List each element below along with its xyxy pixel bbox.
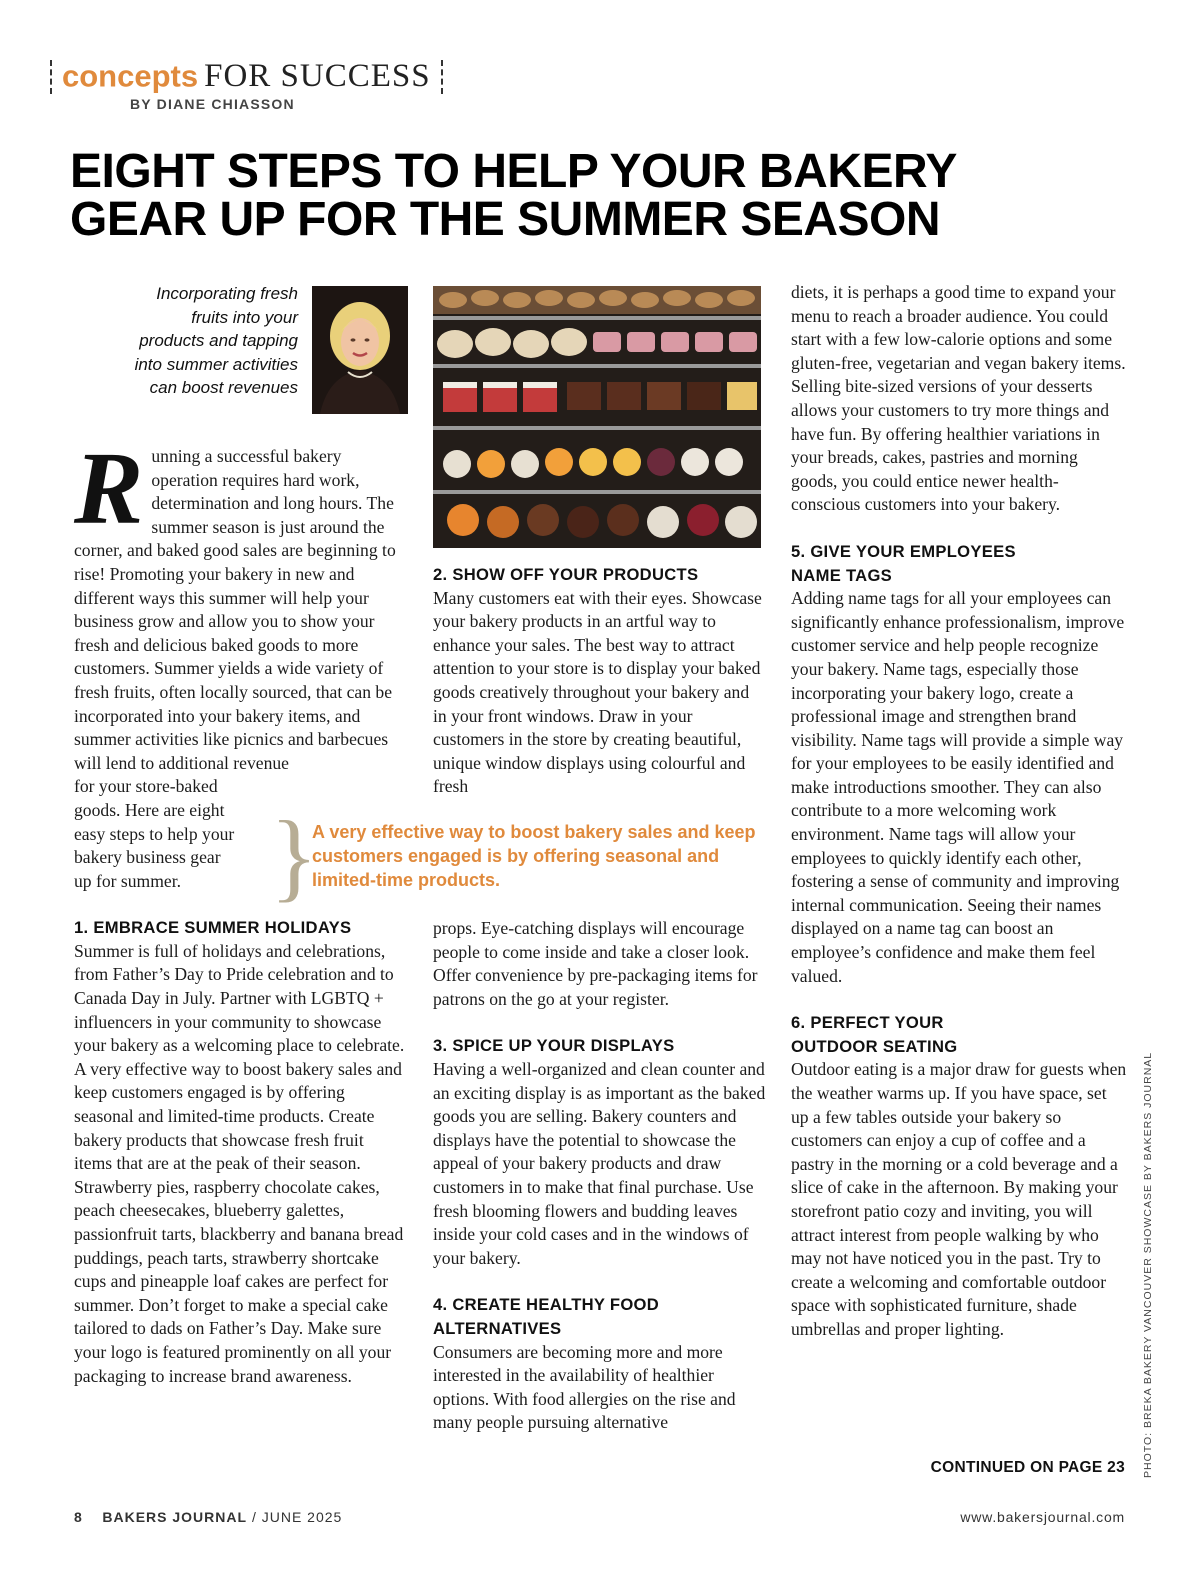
kicker-concepts: concepts <box>62 58 199 94</box>
intro-line: goods. Here are eight <box>74 799 225 820</box>
pastry-case-illustration <box>433 286 761 548</box>
section-2-body: Many customers eat with their eyes. Showcase your bakery products in an artful way to enhance your sales. The best way to attract attention to your store is to display your baked goods creatively throughout your bakery and in your front windows. Draw in your customers in the store by creating beautiful, unique window displays using colourful and fresh <box>433 587 762 797</box>
section-2-body-continued: props. Eye-catching displays will encourage people to come inside and take a closer look. Offer convenience by pre-packaging items for patrons on the go at your register. <box>433 918 758 1009</box>
deck-line: Incorporating fresh <box>156 284 298 303</box>
column-1 <box>74 431 406 1388</box>
author-headshot <box>312 286 408 414</box>
deck-line: can boost revenues <box>149 378 298 398</box>
section-header <box>46 58 443 98</box>
magazine-name: BAKERS JOURNAL <box>102 1509 248 1525</box>
section-5-heading-line-2: NAME TAGS <box>791 565 893 585</box>
section-1-body: Summer is full of holidays and celebrations, from Father’s Day to Pride celebration and to Canada Day in July. Partner with LGBTQ + influencers in your community to showcase your bakery as a welcoming place to celebrate. A very effective way to boost bakery sales and keep customers engaged is by offering seasonal and limited-time products. Create bakery products that showcase fresh fruit items that are at the peak of their season. Strawberry pies, raspberry chocolate cakes, peach cheesecakes, blueberry galettes, passionfruit tarts, blackberry and banana bread puddings, peach tarts, strawberry shortcake cups and pineapple loaf cakes are perfect for summer. Don’t forget to make a special cake tailored to dads on Father’s Day. Make sure your logo is featured prominently on all your packaging to increase brand awareness. <box>74 940 405 1386</box>
section-6-body: Outdoor eating is a major draw for guests when the weather warms up. If you have space, set up a few tables outside your bakery so customers can enjoy a cup of coffee and a pastry in the morning or a cold beverage and a slice of cake in the afternoon. By making your storefront patio cozy and inviting, you will attract interest from people walking by who may not have noticed you in the past. Try to create a welcoming and comfortable outdoor space with sophisticated furniture, shade umbrellas and proper lighting. <box>791 1059 1127 1339</box>
byline: BY DIANE CHIASSON <box>130 96 295 112</box>
website-link[interactable]: www.bakersjournal.com <box>960 1509 1125 1525</box>
section-3-body: Having a well-organized and clean counter and an exciting display is as important as the baked goods you are selling. Bakery counters and displays have the potential to showcase the appeal of your bakery products and draw customers in to make that final purchase. Use fresh blooming flowers and budding leaves inside your cold cases and in the windows of your bakery. <box>433 1058 766 1268</box>
section-1-heading: 1. EMBRACE SUMMER HOLIDAYS <box>74 918 352 938</box>
section-4-body-continued: diets, it is perhaps a good time to expand your menu to reach a broader audience. You could start with a few low-calorie options and some gluten-free, vegetarian and vegan bakery items. Selling bite-sized versions of your desserts allows your customers to try more things and have fun. By offering healthier variations in your breads, cakes, pastries and morning goods, you could entice newer health-conscious customers into your bakery. <box>791 282 1126 515</box>
section-5-heading: 5. GIVE YOUR EMPLOYEES <box>791 541 1016 561</box>
article-title <box>70 145 1140 246</box>
drop-cap: R <box>74 431 144 546</box>
title-line-1: EIGHT STEPS TO HELP YOUR BAKERY <box>70 145 957 198</box>
intro-line: up for summer. <box>74 870 182 891</box>
section-4-body: Consumers are becoming more and more interested in the availability of healthier options. With food allergies on the rise and many people pursuing alternative <box>433 1341 736 1433</box>
page-number: 8 <box>74 1509 83 1525</box>
section-5-body: Adding name tags for all your employees can significantly enhance professionalism, improve customer service and help people recognize your bakery. Name tags, especially those incorporating your bakery logo, create a professional image and strengthen brand visibility. Name tags will provide a simple way for your employees to be easily identified and make introductions smoother. They can also contribute to a more welcoming work environment. Name tags will allow your employees to quickly identify each other, fostering a sense of community and improving internal communication. Seeing their names displayed on a name tag can boost an employee’s confidence and make them feel valued. <box>791 588 1125 986</box>
intro-paragraph: unning a successful bakery operation requires hard work, determination and long hours. The summer season is just around the corner, and baked good sales are beginning to rise! Promoting your bakery in new and different ways this summer will help your business grow and allow you to show your fresh and delicious baked goods to more customers. Summer yields a wide variety of fresh fruits, often locally sourced, that can be incorporated into your bakery items, and summer activities like picnics and barbecues will lend to additional revenue <box>74 446 396 773</box>
section-6-heading-line-2: OUTDOOR SEATING <box>791 1036 958 1056</box>
column-2-top <box>433 563 767 799</box>
section-2-heading: 2. SHOW OFF YOUR PRODUCTS <box>433 565 699 584</box>
pullquote-brace: } <box>270 800 318 911</box>
article-deck <box>76 282 298 400</box>
intro-line: easy steps to help your <box>74 823 235 844</box>
issue-date: JUNE 2025 <box>261 1509 343 1525</box>
column-3 <box>791 281 1127 1342</box>
intro-line: bakery business gear <box>74 847 221 868</box>
section-4-heading: 4. CREATE HEALTHY FOOD <box>433 1295 660 1315</box>
section-4-heading-line-2: ALTERNATIVES <box>433 1318 562 1338</box>
bakery-showcase-photo <box>433 286 761 548</box>
column-2-bottom <box>433 917 767 1435</box>
deck-line: products and tapping <box>139 331 298 351</box>
footer-left <box>74 1509 342 1525</box>
photo-credit: PHOTO: BREKA BAKERY VANCOUVER SHOWCASE BY BAKERS JOURNAL <box>1142 1051 1154 1478</box>
section-3-heading: 3. SPICE UP YOUR DISPLAYS <box>433 1036 675 1056</box>
section-6-heading: 6. PERFECT YOUR <box>791 1013 944 1033</box>
deck-line: fruits into your <box>191 307 298 327</box>
header-divider-right <box>441 60 443 94</box>
kicker-for-success: FOR SUCCESS <box>204 58 431 94</box>
intro-line: for your store-baked <box>74 776 218 797</box>
footer-separator: / <box>251 1509 257 1525</box>
continued-notice: CONTINUED ON PAGE 23 <box>930 1459 1125 1476</box>
author-portrait-illustration <box>312 286 408 414</box>
header-divider-left <box>50 60 52 94</box>
title-line-2: GEAR UP FOR THE SUMMER SEASON <box>70 193 941 246</box>
deck-line: into summer activities <box>134 354 298 374</box>
pull-quote: A very effective way to boost bakery sales and keep customers engaged is by offering seasonal and limited-time products. <box>312 822 756 890</box>
